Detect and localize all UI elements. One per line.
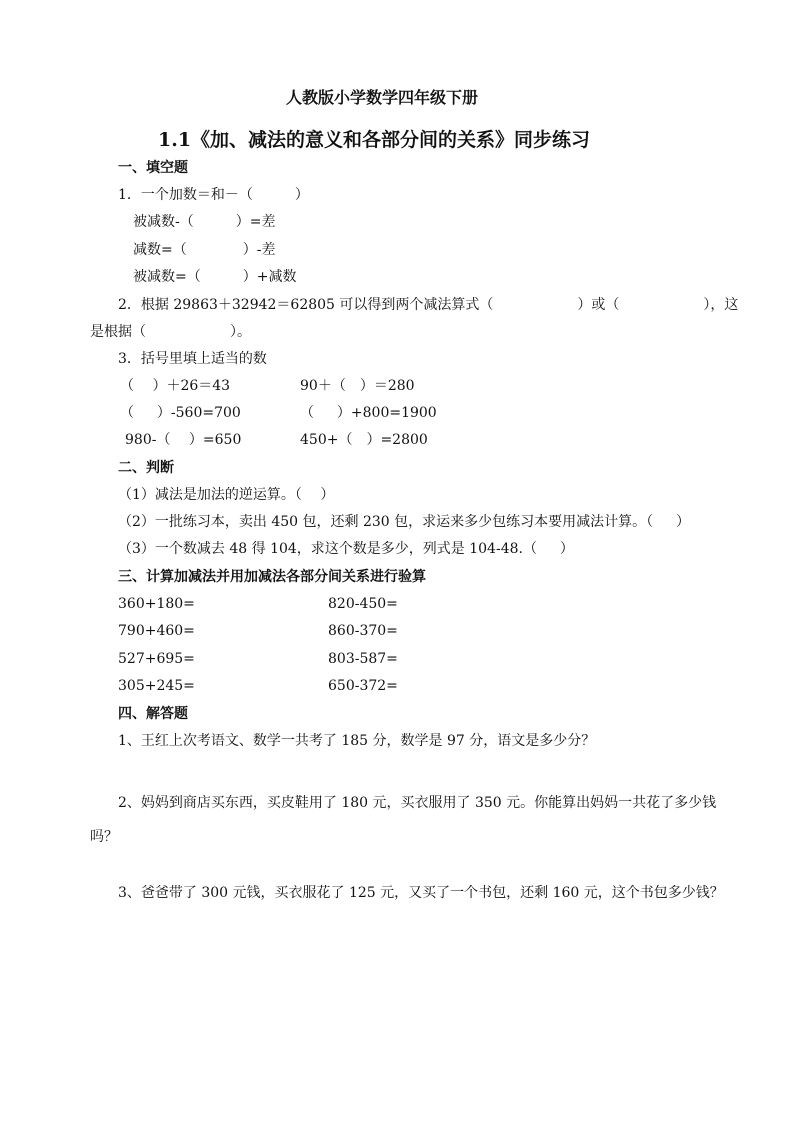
question-2-line-1: 2．根据 29863＋32942＝62805 可以得到两个减法算式（ ）或（ ），这 (118, 297, 739, 313)
section-heading-word-problems: 四、解答题 (118, 706, 188, 722)
judge-item: （1）减法是加法的逆运算。（ ） (118, 487, 335, 503)
word-problem-1: 1、王红上次考语文、数学一共考了 185 分，数学是 97 分，语文是多少分？ (118, 733, 596, 749)
q3-item: 90＋（ ）＝280 (300, 378, 415, 394)
calc-item: 803-587= (328, 651, 398, 667)
calc-item: 820-450= (328, 596, 398, 612)
q3-item: （ ）-560=700 (120, 405, 241, 421)
q3-item: 450+（ ）=2800 (300, 432, 428, 448)
word-problem-2-line-1: 2、妈妈到商店买东西，买皮鞋用了 180 元，买衣服用了 350 元。你能算出妈妈一共花了多少钱 (118, 795, 717, 811)
question-1-line-a: 被减数-（ ）=差 (133, 214, 276, 230)
word-problem-3: 3、爸爸带了 300 元钱，买衣服花了 125 元，又买了一个书包，还剩 160 元，这个书包多少钱？ (118, 885, 724, 901)
section-heading-fill-blank: 一、填空题 (118, 160, 188, 176)
section-heading-true-false: 二、判断 (118, 460, 174, 476)
q3-item: （ ）+800=1900 (300, 405, 437, 421)
calc-item: 527+695= (118, 651, 195, 667)
calc-item: 860-370= (328, 623, 398, 639)
question-1-line-b: 减数=（ ）-差 (133, 242, 276, 258)
judge-item: （2）一批练习本，卖出 450 包，还剩 230 包，求运来多少包练习本要用减法计算。（ ） (118, 514, 691, 530)
q3-item: （ ）＋26＝43 (120, 378, 231, 394)
calc-item: 790+460= (118, 623, 195, 639)
section-heading-calculation: 三、计算加减法并用加减法各部分间关系进行验算 (118, 569, 426, 585)
question-1-line-c: 被减数=（ ）+减数 (133, 269, 297, 285)
calc-item: 360+180= (118, 596, 195, 612)
calc-item: 305+245= (118, 678, 195, 694)
word-problem-2-line-2: 吗？ (90, 829, 118, 845)
calc-item: 650-372= (328, 678, 398, 694)
question-2-line-2: 是根据（ ）。 (90, 324, 251, 340)
q3-item: 980-（ ）=650 (125, 432, 242, 448)
doc-subtitle: 1.1《加、减法的意义和各部分间的关系》同步练习 (158, 129, 591, 151)
question-1: 1．一个加数＝和－（ ） (118, 187, 309, 203)
question-3: 3．括号里填上适当的数 (118, 351, 267, 367)
judge-item: （3）一个数减去 48 得 104，求这个数是多少，列式是 104-48.（ ） (118, 541, 574, 557)
doc-title: 人教版小学数学四年级下册 (286, 88, 479, 107)
